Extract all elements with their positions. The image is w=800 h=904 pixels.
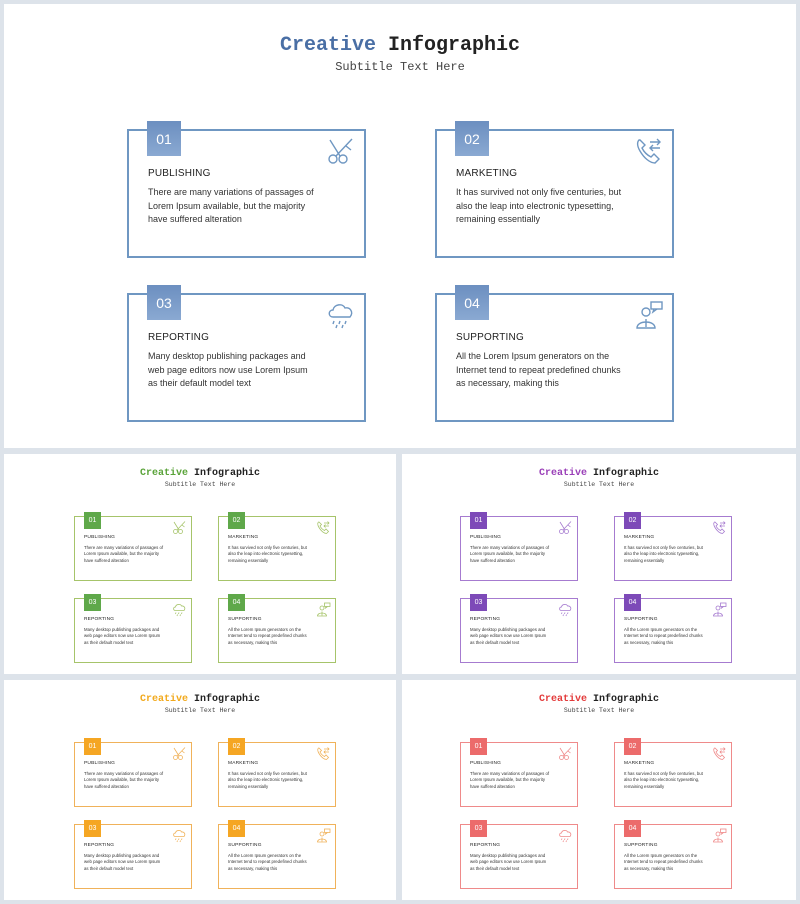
title-word-creative: Creative xyxy=(139,468,188,479)
card-number: 04 xyxy=(624,594,641,611)
scissors-icon xyxy=(558,520,573,535)
scissors-icon xyxy=(558,746,573,761)
slide-red xyxy=(402,680,796,900)
slide-title xyxy=(4,34,796,57)
cloud-rain-icon xyxy=(558,828,573,843)
card-title: MARKETING xyxy=(456,168,518,179)
slide-main xyxy=(4,4,796,448)
slide-purple xyxy=(402,454,796,674)
card-text: There are many variations of passages of Lorem Ipsum available, but the majority have suffered alteration xyxy=(84,771,164,789)
card-text: There are many variations of passages of Lorem Ipsum available, but the majority have suffered alteration xyxy=(470,771,550,789)
card-text: Many desktop publishing packages and web page editors now use Lorem Ipsum as their default model text xyxy=(148,351,308,388)
card-title: MARKETING xyxy=(228,761,259,766)
card-title: SUPPORTING xyxy=(624,617,658,622)
support-person-icon xyxy=(316,828,331,843)
support-person-icon xyxy=(316,602,331,617)
card-text: All the Lorem Ipsum generators on the Internet tend to repeat predefined chunks as necessary, making this xyxy=(456,351,621,388)
card-text: It has survived not only five centuries, but also the leap into electronic typesetting, remaining essentially xyxy=(624,771,703,789)
card-title: REPORTING xyxy=(470,843,501,848)
card-number: 02 xyxy=(624,738,641,755)
slide-subtitle: Subtitle Text Here xyxy=(164,707,236,714)
slide-subtitle: Subtitle Text Here xyxy=(164,481,236,488)
card-title: SUPPORTING xyxy=(456,332,524,343)
title-word-infographic: Infographic xyxy=(388,34,521,57)
cloud-rain-icon xyxy=(172,602,187,617)
card-marketing xyxy=(614,516,732,581)
card-text: All the Lorem Ipsum generators on the Internet tend to repeat predefined chunks as necessary, making this xyxy=(624,627,703,645)
card-publishing xyxy=(74,516,192,581)
slide-orange xyxy=(4,680,396,900)
card-number: 01 xyxy=(470,512,487,529)
card-publishing xyxy=(460,516,578,581)
title-word-creative: Creative xyxy=(139,694,188,705)
support-person-icon xyxy=(712,828,727,843)
card-title: SUPPORTING xyxy=(228,843,262,848)
card-publishing xyxy=(74,742,192,807)
card-title: REPORTING xyxy=(470,617,501,622)
card-number: 02 xyxy=(624,512,641,529)
phone-arrows-icon xyxy=(316,746,331,761)
card-text: All the Lorem Ipsum generators on the Internet tend to repeat predefined chunks as necessary, making this xyxy=(624,853,703,871)
cloud-rain-icon xyxy=(326,300,356,330)
support-person-icon xyxy=(634,300,664,330)
card-number: 04 xyxy=(228,594,245,611)
card-marketing xyxy=(614,742,732,807)
card-reporting xyxy=(460,824,578,889)
card-publishing xyxy=(460,742,578,807)
slide-subtitle: Subtitle Text Here xyxy=(563,707,635,714)
card-number: 04 xyxy=(228,820,245,837)
card-supporting xyxy=(218,598,336,663)
phone-arrows-icon xyxy=(712,746,727,761)
card-reporting xyxy=(127,293,366,422)
card-marketing xyxy=(218,516,336,581)
card-supporting xyxy=(435,293,674,422)
card-text: It has survived not only five centuries, but also the leap into electronic typesetting, remaining essentially xyxy=(228,545,307,563)
card-number: 01 xyxy=(470,738,487,755)
card-publishing xyxy=(127,129,366,258)
card-title: MARKETING xyxy=(624,535,655,540)
card-text: It has survived not only five centuries, but also the leap into electronic typesetting, remaining essentially xyxy=(456,187,622,224)
scissors-icon xyxy=(326,136,356,166)
phone-arrows-icon xyxy=(634,136,664,166)
card-text: Many desktop publishing packages and web page editors now use Lorem Ipsum as their default model text xyxy=(470,853,547,871)
title-word-creative: Creative xyxy=(538,468,587,479)
card-text: There are many variations of passages of Lorem Ipsum available, but the majority have suffered alteration xyxy=(148,187,314,224)
card-number: 01 xyxy=(84,738,101,755)
card-number: 02 xyxy=(228,512,245,529)
card-text: It has survived not only five centuries, but also the leap into electronic typesetting, remaining essentially xyxy=(228,771,307,789)
card-title: SUPPORTING xyxy=(624,843,658,848)
title-word-infographic: Infographic xyxy=(593,694,660,705)
card-marketing xyxy=(218,742,336,807)
card-title: PUBLISHING xyxy=(84,761,116,766)
card-reporting xyxy=(74,598,192,663)
card-text: It has survived not only five centuries, but also the leap into electronic typesetting, remaining essentially xyxy=(624,545,703,563)
slide-green xyxy=(4,454,396,674)
phone-arrows-icon xyxy=(712,520,727,535)
title-word-infographic: Infographic xyxy=(194,468,261,479)
card-text: Many desktop publishing packages and web page editors now use Lorem Ipsum as their default model text xyxy=(470,627,547,645)
title-word-infographic: Infographic xyxy=(194,694,261,705)
card-text: Many desktop publishing packages and web page editors now use Lorem Ipsum as their default model text xyxy=(84,853,161,871)
card-title: REPORTING xyxy=(148,332,210,343)
support-person-icon xyxy=(712,602,727,617)
card-supporting xyxy=(614,598,732,663)
card-title: MARKETING xyxy=(228,535,259,540)
card-title: REPORTING xyxy=(84,843,115,848)
card-title: PUBLISHING xyxy=(470,535,502,540)
card-number: 04 xyxy=(624,820,641,837)
card-title: PUBLISHING xyxy=(148,168,211,179)
card-marketing xyxy=(435,129,674,258)
card-number: 03 xyxy=(84,594,101,611)
card-text: Many desktop publishing packages and web page editors now use Lorem Ipsum as their default model text xyxy=(84,627,161,645)
title-word-infographic: Infographic xyxy=(593,468,660,479)
card-number: 04 xyxy=(455,285,489,320)
slide-title xyxy=(402,694,796,705)
card-supporting xyxy=(218,824,336,889)
card-title: MARKETING xyxy=(624,761,655,766)
card-number: 02 xyxy=(455,121,489,156)
card-title: PUBLISHING xyxy=(470,761,502,766)
card-reporting xyxy=(460,598,578,663)
slide-title xyxy=(402,468,796,479)
scissors-icon xyxy=(172,746,187,761)
card-title: REPORTING xyxy=(84,617,115,622)
card-number: 01 xyxy=(147,121,181,156)
card-reporting xyxy=(74,824,192,889)
card-title: PUBLISHING xyxy=(84,535,116,540)
card-text: There are many variations of passages of Lorem Ipsum available, but the majority have suffered alteration xyxy=(470,545,550,563)
slide-subtitle: Subtitle Text Here xyxy=(563,481,635,488)
card-title: SUPPORTING xyxy=(228,617,262,622)
slide-subtitle: Subtitle Text Here xyxy=(335,60,465,74)
cloud-rain-icon xyxy=(172,828,187,843)
card-number: 03 xyxy=(470,820,487,837)
card-text: All the Lorem Ipsum generators on the Internet tend to repeat predefined chunks as necessary, making this xyxy=(228,627,307,645)
card-number: 01 xyxy=(84,512,101,529)
scissors-icon xyxy=(172,520,187,535)
cloud-rain-icon xyxy=(558,602,573,617)
card-number: 03 xyxy=(147,285,181,320)
slide-title xyxy=(4,468,396,479)
slide-title xyxy=(4,694,396,705)
card-number: 03 xyxy=(470,594,487,611)
title-word-creative: Creative xyxy=(538,694,587,705)
title-word-creative: Creative xyxy=(279,34,376,57)
phone-arrows-icon xyxy=(316,520,331,535)
card-number: 03 xyxy=(84,820,101,837)
card-supporting xyxy=(614,824,732,889)
card-text: There are many variations of passages of Lorem Ipsum available, but the majority have suffered alteration xyxy=(84,545,164,563)
card-text: All the Lorem Ipsum generators on the Internet tend to repeat predefined chunks as necessary, making this xyxy=(228,853,307,871)
card-number: 02 xyxy=(228,738,245,755)
